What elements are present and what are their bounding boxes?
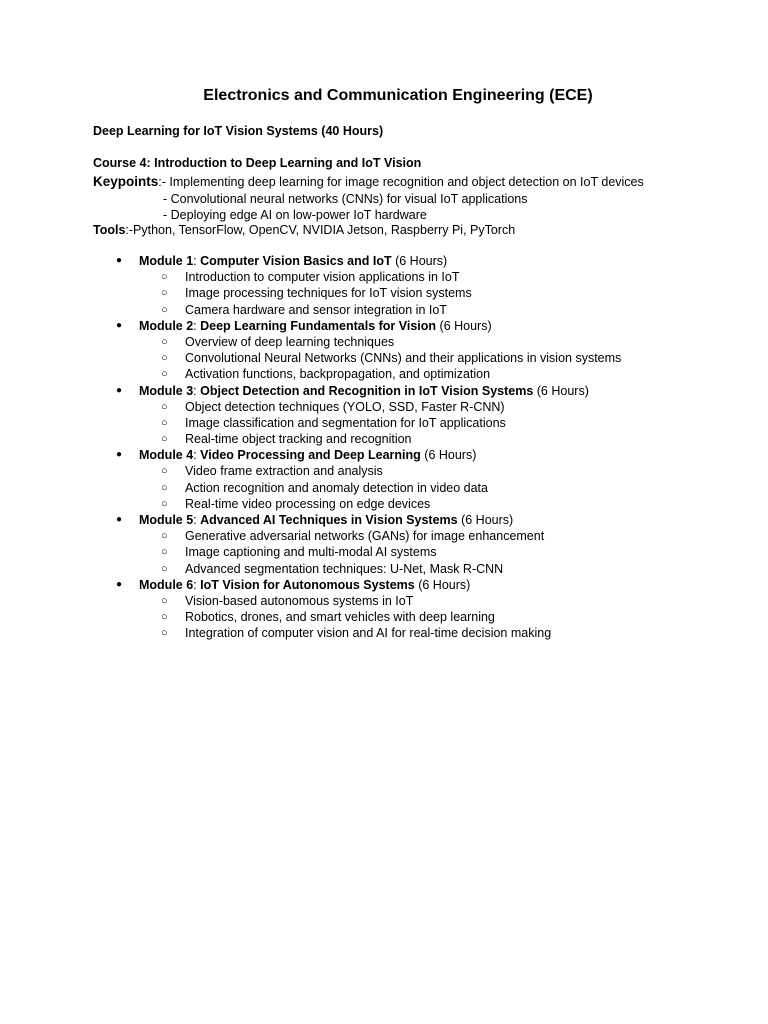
module-heading-text: Module 2: Deep Learning Fundamentals for Vision (6 Hours) [139, 318, 492, 333]
bullet-icon: ● [116, 514, 123, 525]
module-name: Advanced AI Techniques in Vision Systems [200, 513, 458, 527]
topic-item [0, 399, 768, 415]
module-name: Computer Vision Basics and IoT [200, 254, 392, 268]
keypoints-label: Keypoints [93, 174, 159, 189]
topic-text: Integration of computer vision and AI for real-time decision making [185, 626, 552, 641]
module-item [0, 383, 768, 448]
module-list [0, 253, 768, 642]
circle-bullet-icon: ○ [161, 594, 168, 607]
document-title: Electronics and Communication Engineering (ECE) [203, 87, 593, 104]
topic-list [0, 334, 768, 383]
topic-text: Object detection techniques (YOLO, SSD, Faster R-CNN) [185, 399, 505, 414]
module-name: Video Processing and Deep Learning [200, 448, 421, 463]
topic-item [0, 269, 768, 285]
keypoint-item: - Deploying edge AI on low-power IoT hardware [163, 208, 427, 222]
topic-text: Image classification and segmentation for IoT applications [185, 415, 506, 430]
topic-text: Advanced segmentation techniques: U-Net, Mask R-CNN [185, 561, 504, 576]
topic-text: Real-time video processing on edge devices [185, 496, 431, 511]
topic-text: Convolutional Neural Networks (CNNs) and their applications in vision systems [185, 351, 622, 366]
topic-list [0, 399, 768, 448]
topic-text: Real-time object tracking and recognition [185, 432, 412, 447]
module-number: Module 4 [139, 448, 194, 463]
module-heading-text: Module 5: Advanced AI Techniques in Vision Systems (6 Hours) [139, 513, 514, 527]
bullet-icon: ● [116, 384, 123, 396]
module-hours: (6 Hours) [424, 448, 477, 463]
topic-item [0, 625, 768, 641]
topic-item [0, 431, 768, 447]
bullet-icon: ● [116, 578, 123, 590]
tools-text: :-Python, TensorFlow, OpenCV, NVIDIA Jetson, Raspberry Pi, PyTorch [125, 223, 516, 237]
module-name: Object Detection and Recognition in IoT Vision Systems [200, 383, 534, 398]
module-heading [0, 577, 768, 593]
module-hours: (6 Hours) [536, 383, 589, 398]
module-item [0, 318, 768, 383]
circle-bullet-icon: ○ [161, 530, 168, 543]
topic-text: Image processing techniques for IoT vision systems [185, 286, 472, 301]
circle-bullet-icon: ○ [161, 481, 168, 494]
circle-bullet-icon: ○ [161, 287, 168, 300]
module-heading-text: Module 6: IoT Vision for Autonomous Systems (6 Hours) [139, 577, 471, 592]
topic-text: Overview of deep learning techniques [185, 334, 395, 349]
module-hours: (6 Hours) [461, 513, 514, 527]
module-number: Module 3 [139, 383, 194, 398]
circle-bullet-icon: ○ [161, 303, 168, 316]
circle-bullet-icon: ○ [161, 400, 168, 413]
topic-item [0, 528, 768, 544]
module-heading-text: Module 3: Object Detection and Recognition in IoT Vision Systems (6 Hours) [139, 383, 589, 398]
circle-bullet-icon: ○ [161, 335, 168, 348]
module-number: Module 1 [139, 254, 194, 268]
module-heading [0, 447, 768, 463]
module-item [0, 253, 768, 318]
topic-text: Image captioning and multi-modal AI systems [185, 545, 437, 560]
circle-bullet-icon: ○ [161, 416, 168, 429]
topic-item [0, 415, 768, 431]
module-hours: (6 Hours) [439, 318, 492, 333]
keypoint-item: - Convolutional neural networks (CNNs) for visual IoT applications [163, 192, 528, 206]
module-heading [0, 253, 768, 269]
topic-item [0, 285, 768, 301]
tools-label: Tools [93, 223, 126, 237]
topic-item [0, 302, 768, 318]
topic-text: Generative adversarial networks (GANs) for image enhancement [185, 529, 545, 544]
topic-list [0, 528, 768, 577]
module-item [0, 447, 768, 512]
bullet-icon: ● [116, 449, 123, 461]
circle-bullet-icon: ○ [161, 368, 168, 381]
topic-item [0, 350, 768, 366]
topic-item [0, 366, 768, 382]
module-item [0, 577, 768, 642]
module-name: IoT Vision for Autonomous Systems [200, 577, 415, 592]
module-item [0, 512, 768, 577]
module-hours: (6 Hours) [395, 254, 448, 268]
topic-item [0, 593, 768, 609]
keypoint-first: :- Implementing deep learning for image recognition and object detection on IoT devices [158, 175, 644, 189]
topic-text: Action recognition and anomaly detection in video data [185, 480, 488, 495]
module-heading [0, 383, 768, 399]
topic-item [0, 561, 768, 577]
module-hours: (6 Hours) [418, 577, 471, 592]
circle-bullet-icon: ○ [161, 465, 168, 478]
program-title: Deep Learning for IoT Vision Systems (40 Hours) [93, 124, 384, 138]
circle-bullet-icon: ○ [161, 271, 168, 284]
circle-bullet-icon: ○ [161, 497, 168, 510]
topic-item [0, 544, 768, 560]
circle-bullet-icon: ○ [161, 546, 168, 559]
circle-bullet-icon: ○ [161, 611, 168, 624]
bullet-icon: ● [116, 255, 123, 266]
course-title: Course 4: Introduction to Deep Learning and IoT Vision [93, 156, 422, 170]
module-heading-text: Module 1: Computer Vision Basics and IoT (6 Hours) [139, 254, 448, 268]
circle-bullet-icon: ○ [161, 352, 168, 365]
topic-list [0, 463, 768, 512]
topic-list [0, 593, 768, 642]
module-number: Module 5 [139, 513, 194, 527]
topic-item [0, 463, 768, 479]
bullet-icon: ● [116, 319, 123, 331]
topic-text: Introduction to computer vision applications in IoT [185, 270, 460, 285]
module-heading [0, 512, 768, 528]
circle-bullet-icon: ○ [161, 627, 168, 640]
topic-item [0, 609, 768, 625]
keypoints-line [93, 173, 644, 191]
circle-bullet-icon: ○ [161, 433, 168, 446]
topic-text: Vision-based autonomous systems in IoT [185, 593, 414, 608]
circle-bullet-icon: ○ [161, 562, 168, 575]
topic-list [0, 269, 768, 318]
topic-text: Robotics, drones, and smart vehicles with deep learning [185, 610, 495, 625]
tools-line [93, 222, 515, 238]
module-number: Module 2 [139, 318, 194, 333]
topic-item [0, 496, 768, 512]
module-heading [0, 318, 768, 334]
module-name: Deep Learning Fundamentals for Vision [200, 318, 437, 333]
module-number: Module 6 [139, 577, 194, 592]
topic-text: Video frame extraction and analysis [185, 464, 383, 479]
topic-item [0, 480, 768, 496]
module-heading-text: Module 4: Video Processing and Deep Learning (6 Hours) [139, 448, 477, 463]
topic-item [0, 334, 768, 350]
topic-text: Camera hardware and sensor integration in IoT [185, 302, 447, 317]
topic-text: Activation functions, backpropagation, and optimization [185, 367, 491, 382]
